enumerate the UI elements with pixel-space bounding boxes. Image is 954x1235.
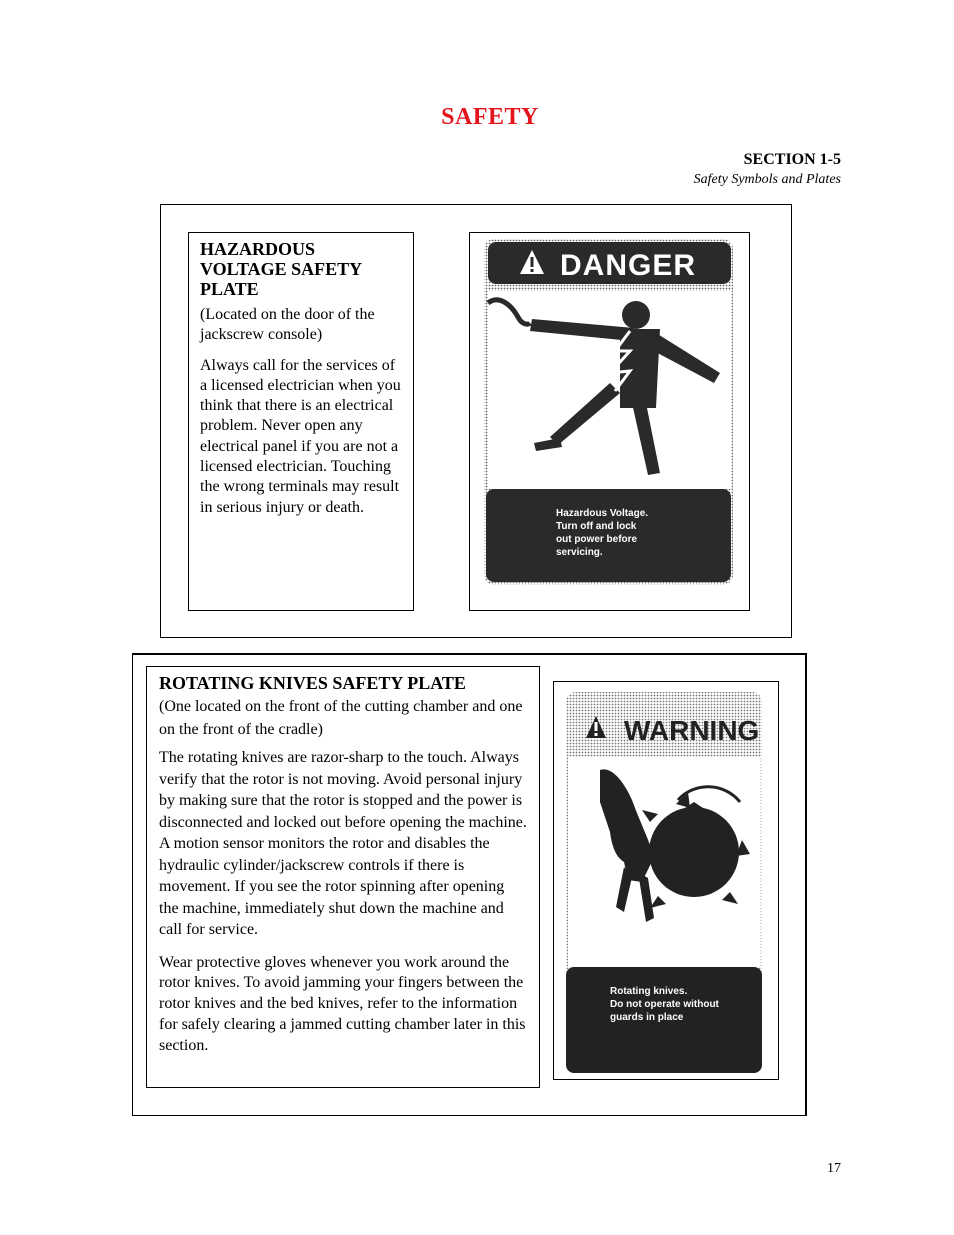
danger-caption-line-3: out power before (556, 534, 638, 545)
danger-sign-frame (469, 232, 750, 611)
danger-caption-line-4: servicing. (556, 547, 603, 558)
hazardous-voltage-body: Always call for the services of a licensed electrician when you think that there is an electrical problem. Never open any electrical panel if you are not a licensed electrician. Touching the wrong terminals may result in serious injury or death. (200, 356, 401, 516)
rotating-knives-body-2: Wear protective gloves whenever you work around the rotor knives. To avoid jamming your fingers between the rotor knives and the bed knives, refer to the information for safely clearing a jammed cutting chamber later in this section. (159, 953, 526, 1054)
rotating-knives-body-1: The rotating knives are razor-sharp to the touch. Always verify that the rotor is not moving. Avoid personal injury by making sure that the rotor is stopped and the power is disconnected and locked out before opening the machine. A motion sensor monitors the rotor and disables the hydraulic cylinder/jackscrew controls if there is movement. If you see the rotor spinning after opening the machine, immediately shut down the machine and call for service. (159, 749, 527, 938)
warning-sign (554, 682, 778, 1079)
warning-caption-line-2: Do not operate without (610, 999, 719, 1010)
section-number: SECTION 1-5 (743, 151, 841, 168)
danger-sign (470, 233, 749, 610)
warning-signal-word: WARNING (624, 715, 760, 746)
rotating-knives-location: (One located on the front of the cutting chamber and one on the front of the cradle) (159, 698, 523, 738)
page-title: SAFETY (441, 104, 539, 130)
hazardous-voltage-location: (Located on the door of the jackscrew console) (200, 306, 375, 344)
hazardous-voltage-text-box (188, 232, 414, 611)
page-number: 17 (827, 1161, 841, 1176)
rotating-knives-heading: ROTATING KNIVES SAFETY PLATE (159, 673, 466, 693)
danger-caption-line-2: Turn off and lock (556, 521, 637, 532)
danger-signal-word: DANGER (560, 249, 697, 282)
hazardous-voltage-heading: HAZARDOUS VOLTAGE SAFETY PLATE (200, 239, 362, 299)
danger-caption-line-1: Hazardous Voltage. (556, 508, 649, 519)
section-subtitle: Safety Symbols and Plates (693, 172, 841, 187)
rotating-knives-text-box (146, 666, 540, 1088)
warning-caption-line-3: guards in place (610, 1012, 684, 1023)
warning-caption-line-1: Rotating knives. (610, 986, 688, 997)
warning-sign-frame (553, 681, 779, 1080)
